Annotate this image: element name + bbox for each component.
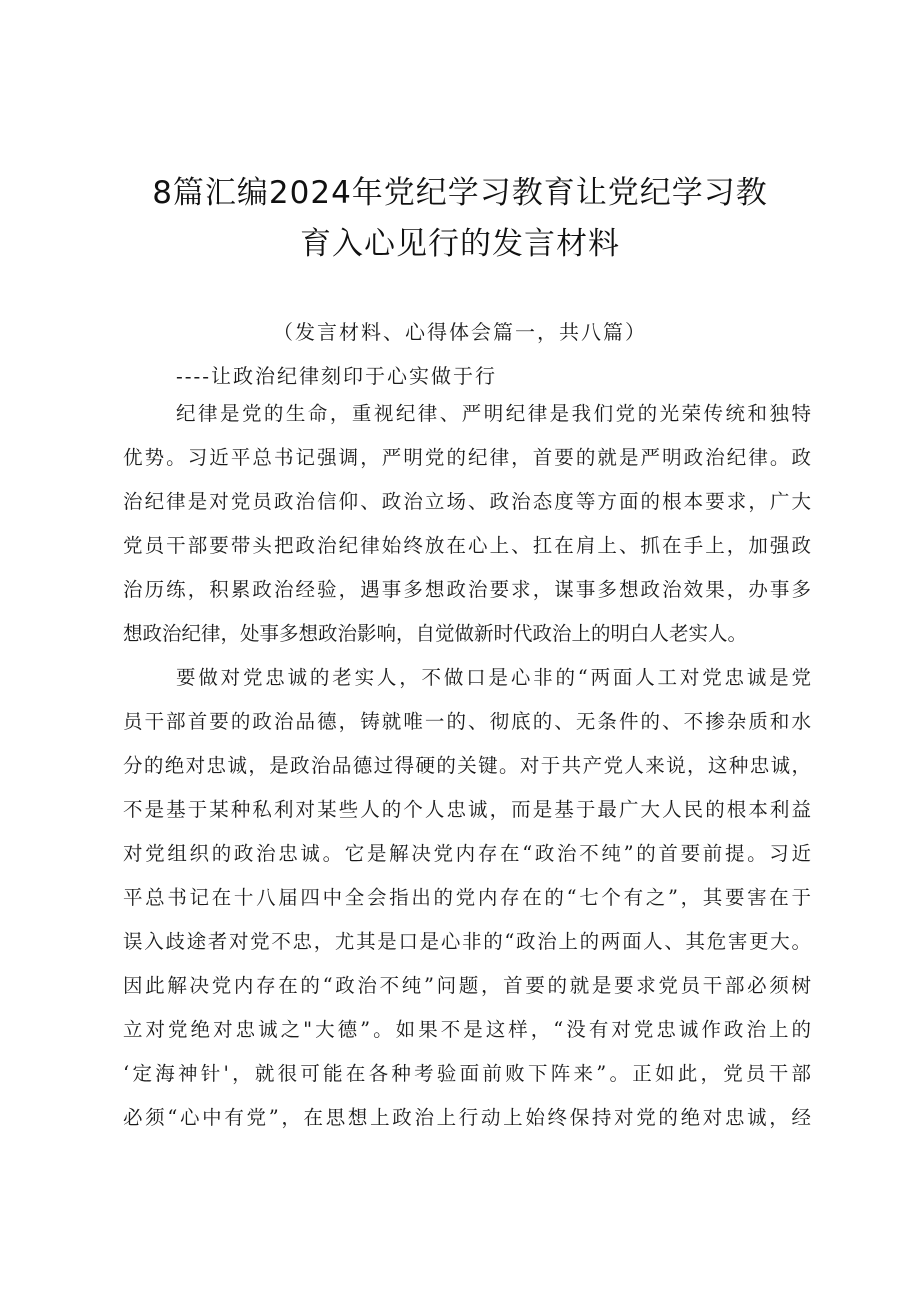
paragraph-2-line: 不是基于某种私利对某些人的个人忠诚，而是基于最广大人民的根本利益 [123, 798, 811, 821]
paragraph-2-line: 必须“心中有党”，在思想上政治上行动上始终保持对党的绝对忠诚，经 [123, 1106, 811, 1129]
document-title-line-2: 育入心见行的发言材料 [300, 226, 620, 262]
paragraph-2-line: 要做对党忠诚的老实人，不做口是心非的“两面人工对党忠诚是党 [176, 666, 811, 689]
paragraph-1-line: 党员干部要带头把政治纪律始终放在心上、扛在肩上、抓在手上，加强政 [123, 534, 811, 557]
paragraph-2-line: 因此解决党内存在的“政治不纯”问题，首要的就是要求党员干部必须树 [123, 974, 811, 997]
section-heading: ----让政治纪律刻印于心实做于行 [176, 364, 498, 388]
paragraph-2-line: 员干部首要的政治品德，铸就唯一的、彻底的、无条件的、不掺杂质和水 [123, 710, 811, 733]
paragraph-1-line: 治纪律是对党员政治信仰、政治立场、政治态度等方面的根本要求，广大 [123, 490, 811, 513]
paragraph-2-line: 误入歧途者对党不忠，尤其是口是心非的“政治上的两面人、其危害更大。 [123, 930, 811, 953]
paragraph-1-line: 想政治纪律，处事多想政治影响，自觉做新时代政治上的明白人老实人。 [123, 622, 748, 645]
document-title-line-1: 8篇汇编2024年党纪学习教育让党纪学习教 [152, 175, 768, 211]
paragraph-1-line: 纪律是党的生命，重视纪律、严明纪律是我们党的光荣传统和独特 [176, 402, 811, 425]
paragraph-1-line: 优势。习近平总书记强调，严明党的纪律，首要的就是严明政治纪律。政 [123, 446, 811, 469]
paragraph-2-line: 分的绝对忠诚，是政治品德过得硬的关键。对于共产党人来说，这种忠诚， [123, 754, 811, 777]
paragraph-2-line: 平总书记在十八届四中全会指出的党内存在的“七个有之”，其要害在于 [123, 886, 811, 909]
paragraph-2-line: 立对党绝对忠诚之"大德”。如果不是这样，“没有对党忠诚作政治上的 [123, 1018, 811, 1041]
paragraph-2-line: ‘定海神针'，就很可能在各种考验面前败下阵来”。正如此，党员干部 [123, 1062, 811, 1085]
document-subtitle: （发言材料、心得体会篇一，共八篇） [273, 320, 647, 344]
paragraph-2-line: 对党组织的政治忠诚。它是解决党内存在“政治不纯”的首要前提。习近 [123, 842, 811, 865]
paragraph-1-line: 治历练，积累政治经验，遇事多想政治要求，谋事多想政治效果，办事多 [123, 578, 811, 601]
